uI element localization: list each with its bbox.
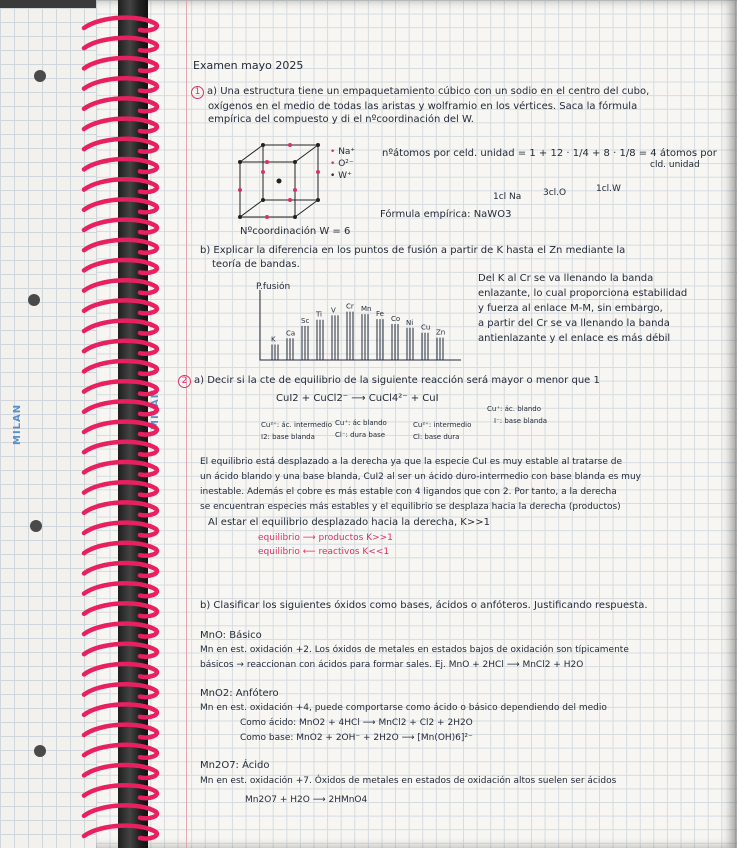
q2-number: 2: [178, 375, 191, 388]
spiral-ring: [84, 321, 157, 334]
q1-a-line-2: oxígenos en el medio de todas las aristas y wolframio en los vértices. Saca la fórmula: [208, 101, 638, 112]
spiral-ring: [84, 785, 157, 798]
legend-w: • W⁺: [330, 171, 352, 181]
eq-products: equilibrio ⟶ productos K>>1: [258, 533, 393, 543]
species-1: Cu²⁺: ác. intermedio: [261, 421, 332, 429]
spiral-ring: [84, 280, 157, 293]
spiral-ring: [84, 119, 157, 132]
spiral-ring: [84, 139, 157, 152]
explain-line-4: a partir del Cr se va llenando la banda: [478, 318, 670, 329]
spiral-ring: [84, 644, 157, 657]
spiral-ring: [84, 462, 157, 475]
spiral-ring: [84, 240, 157, 253]
spiral-ring: [84, 502, 157, 515]
spiral-ring: [84, 401, 157, 414]
q1-a-line-1: 1 a) Una estructura tiene un empaquetamiento cúbico con un sodio en el centro del cubo,: [191, 86, 649, 99]
q2-b-line: b) Clasificar los siguientes óxidos como bases, ácidos o anfóteros. Justificando respuesta.: [200, 600, 648, 611]
chart-bar-label: Ti: [316, 310, 323, 319]
spiral-ring: [84, 38, 157, 51]
spiral-ring: [84, 543, 157, 556]
eq-reactives: equilibrio ⟵ reactivos K<<1: [258, 547, 390, 557]
spiral-ring: [84, 563, 157, 576]
spiral-ring: [84, 199, 157, 212]
species-3: Cu⁺: ác blando: [335, 419, 387, 427]
explain-line-3: y fuerza al enlace M-M, sin embargo,: [478, 303, 663, 314]
spiral-ring: [84, 179, 157, 192]
spiral-ring: [84, 381, 157, 394]
chart-bar-label: Mn: [361, 305, 372, 314]
brand-logo-left: MILAN: [12, 403, 23, 445]
empirical-formula: Fórmula empírica: NaWO3: [380, 209, 512, 220]
atoms-per-cell-2: cld. unidad: [650, 160, 700, 170]
spiral-ring: [84, 361, 157, 374]
note-o: 3cl.O: [543, 188, 567, 198]
mno-line-1: Mn en est. oxidación +2. Los óxidos de metales en estados bajos de oxidación son típicamente: [200, 645, 629, 655]
spiral-ring: [84, 664, 157, 677]
note-na: 1cl Na: [493, 192, 522, 202]
mno2-line-1: Mn en est. oxidación +4, puede comportarse como ácido o básico dependiendo del medio: [200, 703, 607, 713]
coordination-number: Nºcoordinación W = 6: [240, 226, 351, 237]
melting-point-sketch: [256, 290, 466, 365]
spiral-ring: [84, 805, 157, 818]
species-4: Cl⁻: dura base: [335, 431, 386, 439]
mn2o7-line-2: Mn2O7 + H2O ⟶ 2HMnO4: [245, 795, 368, 805]
spiral-ring: [84, 725, 157, 738]
q2-a-line: 2 a) Decir si la cte de equilibrio de la siguiente reacción será mayor o menor que 1: [178, 375, 600, 388]
chart-bar-label: Ca: [286, 329, 296, 338]
spiral-ring: [84, 18, 157, 31]
spiral-ring: [84, 58, 157, 71]
mno2-title: MnO2: Anfótero: [200, 688, 279, 699]
chart-bar-label: V: [331, 306, 336, 315]
chart-bar-label: Sc: [301, 316, 310, 325]
spiral-ring: [84, 684, 157, 697]
explain-line-5: antienlazante y el enlace es más débil: [478, 333, 671, 344]
spiral-ring: [84, 482, 157, 495]
chart-bar-label: Zn: [436, 328, 446, 337]
para-line-3: inestable. Además el cobre es más estable con 4 ligandos que con 2. Por tanto, a la derecha: [200, 487, 617, 497]
spiral-ring: [84, 704, 157, 717]
note-w: 1cl.W: [596, 184, 621, 194]
chart-ylabel: P.fusión: [256, 282, 291, 292]
chart-bar-label: Cr: [346, 302, 354, 311]
para-line-2: un ácido blando y una base blanda, CuI2 al ser un ácido duro-intermedio con base blanda es muy: [200, 472, 641, 482]
atoms-per-cell: nºátomos por celd. unidad = 1 + 12 · 1/4 + 8 · 1/8 = 4 átomos por: [382, 148, 717, 159]
legend-na: • Na⁺: [330, 147, 356, 157]
explain-line-1: Del K al Cr se va llenando la banda: [478, 273, 654, 284]
q1-a-line-3: empírica del compuesto y di el nºcoordinación del W.: [208, 114, 474, 125]
reaction: CuI2 + CuCl2⁻ ⟶ CuCl4²⁻ + CuI: [276, 393, 439, 404]
mn2o7-line-1: Mn en est. oxidación +7. Óxidos de metales en estados de oxidación altos suelen ser ácidos: [200, 776, 617, 786]
spiral-ring: [84, 745, 157, 758]
chart-bar-label: Cu: [421, 323, 431, 332]
explain-line-2: enlazante, lo cual proporciona estabilidad: [478, 288, 688, 299]
spiral-ring: [84, 442, 157, 455]
legend-o: • O²⁻: [330, 159, 354, 169]
spiral-ring: [84, 624, 157, 637]
mno-line-2: básicos → reaccionan con ácidos para formar sales. Ej. MnO + 2HCl ⟶ MnCl2 + H2O: [200, 660, 584, 670]
spiral-ring: [84, 523, 157, 536]
para-line-1: El equilibrio está desplazado a la derecha ya que la especie CuI es muy estable al tratarse de: [200, 457, 623, 467]
q1-number: 1: [191, 86, 204, 99]
chart-bar-label: Fe: [376, 310, 384, 319]
brand-logo-right: MILAN: [150, 388, 161, 430]
species-2: I2: base blanda: [261, 433, 315, 441]
q1-b-line-2: teoría de bandas.: [212, 259, 300, 270]
chart-bar-label: Co: [391, 315, 401, 324]
species-7: Cu⁺: ác. blando: [487, 405, 542, 413]
spiral-ring: [84, 826, 157, 839]
para-line-4: se encuentran especies más estables y el equilibrio se desplaza hacia la derecha (productos): [200, 502, 621, 512]
q1-b-line-1: b) Explicar la diferencia en los puntos de fusión a partir de K hasta el Zn mediante la: [200, 245, 626, 256]
cubic-structure-diagram: [235, 140, 335, 220]
spiral-ring: [84, 260, 157, 273]
mno2-line-2: Como ácido: MnO2 + 4HCl ⟶ MnCl2 + Cl2 + 2H2O: [240, 718, 473, 728]
mno-title: MnO: Básico: [200, 630, 262, 641]
spiral-ring: [84, 422, 157, 435]
spiral-ring: [84, 765, 157, 778]
spiral-ring: [84, 78, 157, 91]
mn2o7-title: Mn2O7: Ácido: [200, 760, 270, 771]
spiral-ring: [84, 300, 157, 313]
species-6: Cl: base dura: [413, 433, 460, 441]
page-title: Examen mayo 2025: [193, 59, 304, 72]
chart-bar-label: K: [271, 335, 276, 344]
mno2-line-3: Como base: MnO2 + 2OH⁻ + 2H2O ⟶ [Mn(OH)6]²⁻: [240, 733, 473, 743]
spiral-ring: [84, 98, 157, 111]
chart-bar-label: Ni: [406, 318, 414, 327]
para-line-5: Al estar el equilibrio desplazado hacia la derecha, K>>1: [208, 517, 490, 528]
spiral-ring: [84, 341, 157, 354]
species-8: I⁻: base blanda: [494, 417, 548, 425]
spiral-ring: [84, 159, 157, 172]
spiral-ring: [84, 603, 157, 616]
spiral-ring: [84, 583, 157, 596]
spiral-ring: [84, 220, 157, 233]
species-5: Cu²⁺: intermedio: [413, 421, 472, 429]
